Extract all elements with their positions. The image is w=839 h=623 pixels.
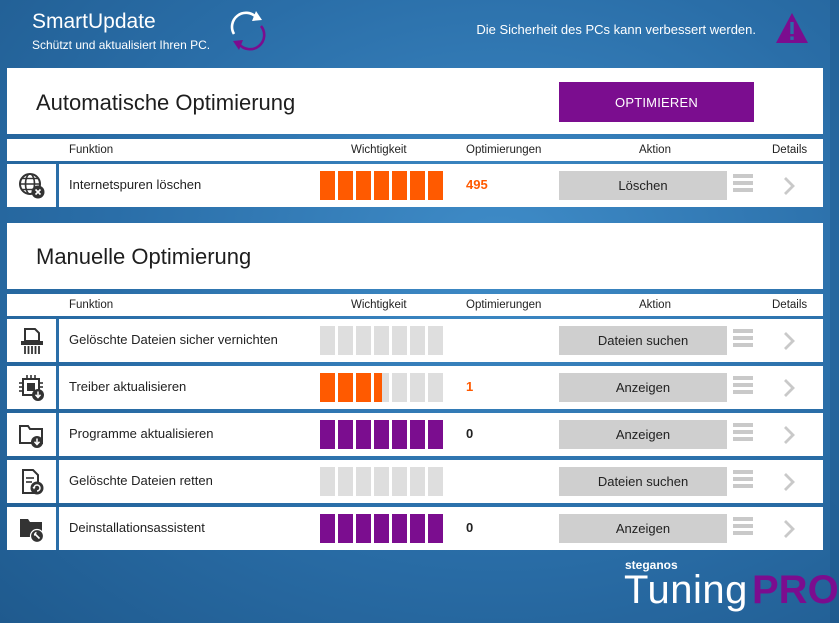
- column-importance: Wichtigkeit: [351, 144, 407, 156]
- row-divider: [56, 366, 59, 409]
- importance-bar-segment: [374, 467, 389, 496]
- table-row: [7, 507, 823, 550]
- importance-bar-segment: [374, 514, 389, 543]
- importance-bar: [320, 467, 443, 496]
- chevron-right-icon[interactable]: [782, 471, 796, 493]
- importance-bar-segment: [428, 326, 443, 355]
- importance-bar-segment: [374, 171, 389, 200]
- importance-bar-segment: [356, 514, 371, 543]
- importance-bar-segment: [374, 373, 389, 402]
- warning-icon: [775, 12, 809, 44]
- column-function: Funktion: [69, 144, 114, 156]
- importance-bar-segment: [392, 467, 407, 496]
- importance-bar-segment: [410, 373, 425, 402]
- importance-bar-segment: [428, 420, 443, 449]
- column-details: Details: [772, 299, 808, 311]
- importance-bar-segment: [356, 373, 371, 402]
- column-details: Details: [772, 144, 808, 156]
- row-divider: [56, 319, 59, 362]
- auto-section-title: Automatische Optimierung: [36, 90, 296, 115]
- action-button[interactable]: Dateien suchen: [559, 467, 727, 496]
- importance-bar-segment: [338, 373, 353, 402]
- table-row: [7, 460, 823, 503]
- chevron-right-icon[interactable]: [782, 377, 796, 399]
- optimization-count: 495: [466, 177, 488, 192]
- optimization-count: 0: [466, 520, 474, 535]
- table-row: [7, 366, 823, 409]
- row-divider: [56, 507, 59, 550]
- row-divider: [56, 164, 59, 207]
- row-divider: [56, 460, 59, 503]
- file-restore-icon: [7, 460, 56, 503]
- driver-chip-icon: [7, 366, 56, 409]
- importance-bar-segment: [338, 326, 353, 355]
- action-button[interactable]: Löschen: [559, 171, 727, 200]
- optimize-button[interactable]: OPTIMIEREN: [559, 82, 754, 122]
- importance-bar-segment: [356, 171, 371, 200]
- column-optimizations: Optimierungen: [466, 144, 542, 156]
- table-row: [7, 413, 823, 456]
- column-function: Funktion: [69, 299, 114, 311]
- function-label: Internetspuren löschen: [69, 177, 202, 192]
- importance-bar-segment: [428, 514, 443, 543]
- action-button[interactable]: Anzeigen: [559, 514, 727, 543]
- importance-bar-segment: [356, 326, 371, 355]
- importance-bar-segment: [392, 514, 407, 543]
- app-subtitle: Schützt und aktualisiert Ihren PC.: [32, 38, 211, 52]
- importance-bar-segment: [320, 514, 335, 543]
- importance-bar-segment: [356, 420, 371, 449]
- importance-bar-segment: [338, 514, 353, 543]
- function-label: Gelöschte Dateien sicher vernichten: [69, 332, 278, 347]
- importance-bar-segment: [410, 467, 425, 496]
- menu-icon[interactable]: [733, 376, 753, 398]
- menu-icon[interactable]: [733, 174, 753, 196]
- importance-bar-segment: [428, 171, 443, 200]
- action-button[interactable]: Anzeigen: [559, 420, 727, 449]
- importance-bar-segment: [338, 171, 353, 200]
- globe-delete-icon: [7, 164, 56, 207]
- row-divider: [56, 413, 59, 456]
- importance-bar-segment: [392, 373, 407, 402]
- optimization-count: 0: [466, 426, 474, 441]
- table-row: [7, 319, 823, 362]
- brand-product: Tuning: [624, 568, 748, 612]
- function-label: Gelöschte Dateien retten: [69, 473, 213, 488]
- manual-section-title-box: [7, 223, 823, 289]
- refresh-icon[interactable]: [226, 8, 268, 52]
- importance-bar-segment: [320, 467, 335, 496]
- importance-bar: [320, 326, 443, 355]
- importance-bar-segment: [374, 420, 389, 449]
- optimization-count: 1: [466, 379, 474, 394]
- importance-bar: [320, 514, 443, 543]
- column-action: Aktion: [639, 299, 671, 311]
- folder-download-icon: [7, 413, 56, 456]
- action-button[interactable]: Anzeigen: [559, 373, 727, 402]
- chevron-right-icon[interactable]: [782, 330, 796, 352]
- menu-icon[interactable]: [733, 470, 753, 492]
- action-button[interactable]: Dateien suchen: [559, 326, 727, 355]
- chevron-right-icon[interactable]: [782, 424, 796, 446]
- chevron-right-icon[interactable]: [782, 175, 796, 197]
- brand-edition: PRO: [752, 568, 839, 612]
- importance-bar: [320, 373, 443, 402]
- shredder-icon: [7, 319, 56, 362]
- column-action: Aktion: [639, 144, 671, 156]
- auto-section-title-box: [7, 68, 823, 134]
- importance-bar-segment: [428, 373, 443, 402]
- menu-icon[interactable]: [733, 329, 753, 351]
- importance-bar-segment: [320, 420, 335, 449]
- function-label: Treiber aktualisieren: [69, 379, 187, 394]
- importance-bar-segment: [392, 326, 407, 355]
- importance-bar-segment: [410, 326, 425, 355]
- column-optimizations: Optimierungen: [466, 299, 542, 311]
- folder-uninstall-icon: [7, 507, 56, 550]
- function-label: Deinstallationsassistent: [69, 520, 205, 535]
- importance-bar-segment: [392, 171, 407, 200]
- menu-icon[interactable]: [733, 423, 753, 445]
- importance-bar-segment: [356, 467, 371, 496]
- importance-bar-segment: [428, 467, 443, 496]
- table-row: [7, 164, 823, 207]
- importance-bar-segment: [410, 420, 425, 449]
- column-importance: Wichtigkeit: [351, 299, 407, 311]
- importance-bar-segment: [320, 373, 335, 402]
- chevron-right-icon[interactable]: [782, 518, 796, 540]
- importance-bar-segment: [410, 171, 425, 200]
- importance-bar-segment: [392, 420, 407, 449]
- manual-section-title: Manuelle Optimierung: [36, 244, 252, 269]
- importance-bar-segment: [320, 171, 335, 200]
- importance-bar-segment: [338, 467, 353, 496]
- brand-company: steganos: [625, 558, 678, 572]
- importance-bar-segment: [374, 326, 389, 355]
- importance-bar-segment: [338, 420, 353, 449]
- manual-column-header: [7, 294, 823, 316]
- status-message: Die Sicherheit des PCs kann verbessert werden.: [476, 22, 756, 37]
- function-label: Programme aktualisieren: [69, 426, 214, 441]
- importance-bar: [320, 420, 443, 449]
- importance-bar-segment: [320, 326, 335, 355]
- menu-icon[interactable]: [733, 517, 753, 539]
- auto-column-header: [7, 139, 823, 161]
- header: [0, 0, 830, 66]
- importance-bar: [320, 171, 443, 200]
- importance-bar-segment: [410, 514, 425, 543]
- app-title: SmartUpdate: [32, 10, 156, 33]
